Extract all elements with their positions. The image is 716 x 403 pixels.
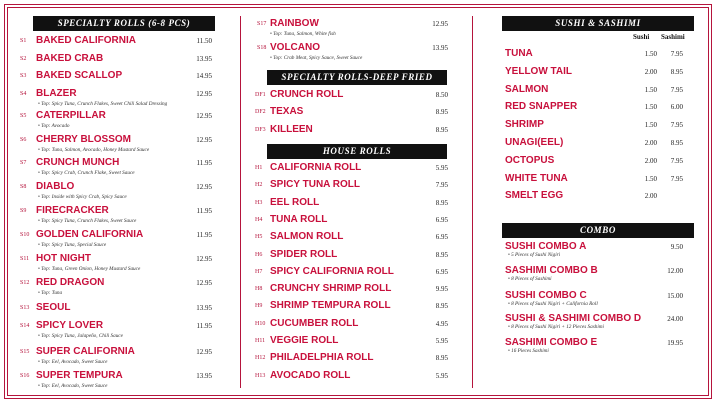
item-price: 19.95 [667, 339, 683, 347]
item-code: H12 [255, 355, 266, 362]
item-description: • Top: Eel, Avocado, Sweet Sauce [38, 359, 108, 365]
sashimi-price: 8.95 [670, 139, 683, 147]
item-price: 15.00 [667, 292, 683, 300]
sushi-price: 1.50 [644, 121, 657, 130]
item-code: H4 [255, 216, 263, 223]
item-price: 12.00 [667, 267, 683, 275]
item-name: CHERRY BLOSSOM [36, 134, 132, 145]
item-price: 8.95 [435, 354, 448, 363]
item-name: AVOCADO ROLL [270, 369, 351, 381]
item-price: 8.50 [435, 91, 448, 99]
item-name: PHILADELPHIA ROLL [270, 352, 374, 364]
item-code: H6 [255, 251, 263, 258]
item-code: S5 [20, 113, 27, 119]
item-price: 11.95 [196, 322, 212, 330]
item-price: 12.95 [196, 348, 212, 356]
item-name: WHITE TUNA [505, 172, 568, 184]
item-code: H10 [255, 320, 266, 327]
item-name: SUPER TEMPURA [36, 370, 123, 381]
item-code: S7 [20, 160, 27, 166]
sushi-price: 2.00 [644, 67, 657, 76]
item-price: 12.95 [196, 255, 212, 263]
sushi-price: 1.50 [644, 174, 657, 183]
item-name: CRUNCHY SHRIMP ROLL [270, 283, 392, 295]
item-description: • Top: Spicy Tuna, Jalapeño, Chili Sauce [38, 333, 123, 339]
item-name: SEOUL [36, 302, 71, 313]
house-rolls-header: HOUSE ROLLS [267, 144, 447, 159]
sushi-price: 2.00 [644, 156, 657, 165]
item-name: SUSHI COMBO A [505, 241, 587, 252]
item-name: UNAGI(EEL) [505, 137, 564, 148]
item-name: DIABLO [36, 181, 75, 192]
item-name: RED SNAPPER [505, 101, 578, 113]
item-price: 24.00 [667, 315, 683, 323]
item-name: VEGGIE ROLL [270, 335, 339, 346]
item-name: CRUNCH ROLL [270, 89, 344, 100]
item-price: 13.95 [196, 304, 212, 312]
item-description: • Top: Eel, Avocado, Sweet Sauce [38, 383, 108, 389]
item-description: • Top: Tuna, Green Onion, Honey Mustard Sauce [38, 266, 141, 272]
item-name: SPICY LOVER [36, 320, 104, 331]
sashimi-price: 7.95 [670, 156, 683, 165]
item-name: FIRECRACKER [36, 205, 109, 216]
deep-fried-header: SPECIALTY ROLLS-DEEP FRIED [267, 70, 447, 85]
sushi-sashimi-header: SUSHI & SASHIMI [502, 16, 694, 31]
item-name: EEL ROLL [270, 196, 320, 208]
item-code: S3 [20, 73, 27, 79]
item-description: • Top: Tuna, Salmon, White fish [270, 31, 336, 37]
item-price: 7.95 [435, 181, 448, 190]
item-price: 9.50 [670, 243, 683, 251]
item-name: BAKED SCALLOP [36, 70, 123, 81]
item-price: 5.95 [435, 371, 448, 380]
item-name: SPIDER ROLL [270, 248, 338, 260]
item-price: 11.95 [196, 207, 212, 215]
sashimi-price: 7.95 [670, 121, 683, 130]
item-price: 8.95 [435, 108, 448, 116]
item-price: 11.95 [196, 231, 212, 239]
item-price: 6.95 [435, 215, 448, 224]
item-code: DF3 [255, 127, 266, 133]
item-name: TEXAS [270, 106, 304, 117]
item-code: S8 [20, 184, 27, 190]
item-price: 12.95 [196, 183, 212, 191]
item-description: • 8 Pieces of Sashimi [508, 276, 552, 282]
sushi-column-header: Sushi [633, 33, 650, 41]
item-price: 11.50 [196, 37, 212, 45]
item-description: • Top: Avocado [38, 123, 70, 129]
item-name: TUNA ROLL [270, 213, 328, 225]
item-price: 5.95 [435, 337, 448, 345]
item-description: • 5 Pieces of Sushi Nigiri [508, 252, 561, 258]
column-divider-right [472, 16, 473, 388]
item-code: H3 [255, 199, 263, 206]
item-code: H1 [255, 165, 263, 171]
item-name: SPICY TUNA ROLL [270, 179, 361, 191]
item-description: • 8 Pieces of Sushi Nigiri + California Roll [508, 301, 598, 307]
item-description: • Top: Spicy Crab, Crunch Flake, Sweet Sauce [38, 170, 135, 176]
item-code: S1 [20, 38, 27, 44]
sushi-price: 1.50 [644, 103, 657, 112]
item-price: 4.95 [435, 319, 448, 328]
sushi-price: 2.00 [644, 192, 657, 201]
item-price: 9.95 [435, 285, 448, 294]
item-description: • 16 Pieces Sashimi [508, 348, 549, 354]
item-name: SHRIMP TEMPURA ROLL [270, 300, 391, 312]
item-description: • Top: Spicy Tuna, Crunch Flakes, Sweet Sauce [38, 218, 137, 224]
combo-header: COMBO [502, 223, 694, 238]
item-description: • 8 Pieces of Sushi Nigiri + 12 Pieces Sashimi [508, 324, 604, 330]
item-code: S18 [257, 45, 267, 51]
item-name: BLAZER [36, 88, 77, 99]
item-code: H7 [255, 268, 263, 275]
item-price: 11.95 [196, 159, 212, 167]
item-price: 8.95 [435, 302, 448, 311]
item-name: YELLOW TAIL [505, 65, 573, 77]
item-description: • Top: Crab Meat, Spicy Sauce, Sweet Sauce [270, 55, 363, 61]
item-name: CATERPILLAR [36, 110, 106, 121]
sushi-price: 1.50 [644, 50, 657, 58]
sashimi-price: 7.95 [670, 50, 683, 58]
item-name: SALMON ROLL [270, 231, 344, 243]
item-description: • Top: Tuna, Salmon, Avocado, Honey Mustard Sauce [38, 147, 150, 153]
item-code: S11 [20, 256, 30, 262]
item-price: 8.95 [435, 198, 448, 207]
item-code: S10 [20, 232, 30, 238]
item-name: SUPER CALIFORNIA [36, 346, 135, 357]
item-price: 12.95 [196, 112, 212, 120]
item-name: BAKED CRAB [36, 53, 104, 64]
sushi-price: 1.50 [644, 85, 657, 94]
item-code: S13 [20, 305, 30, 311]
item-price: 13.95 [432, 44, 448, 52]
item-code: S14 [20, 323, 30, 329]
item-name: RAINBOW [270, 18, 319, 29]
item-price: 14.95 [196, 72, 212, 80]
item-name: SUSHI COMBO C [505, 290, 587, 301]
item-code: S15 [20, 349, 30, 355]
item-name: CALIFORNIA ROLL [270, 162, 362, 173]
item-code: S4 [20, 91, 27, 97]
item-code: DF2 [255, 109, 266, 115]
item-price: 5.95 [435, 164, 448, 172]
item-price: 13.95 [196, 372, 212, 380]
item-name: HOT NIGHT [36, 253, 91, 264]
item-description: • Top: Spicy Tuna, Special Sauce [38, 242, 107, 248]
sashimi-price: 8.95 [670, 67, 683, 76]
item-name: OCTOPUS [505, 154, 555, 166]
item-name: SASHIMI COMBO B [505, 265, 598, 276]
item-price: 13.95 [196, 55, 212, 63]
item-code: S12 [20, 280, 30, 286]
item-code: S17 [257, 21, 267, 27]
item-code: S6 [20, 137, 27, 143]
item-code: S16 [20, 373, 30, 379]
item-name: SASHIMI COMBO E [505, 337, 598, 348]
item-name: TUNA [505, 48, 533, 59]
item-code: S9 [20, 208, 27, 214]
item-code: DF1 [255, 92, 266, 98]
item-description: • Top: Inside with Spicy Crab, Spicy Sauce [38, 194, 127, 200]
sashimi-price: 7.95 [670, 85, 683, 94]
item-price: 12.95 [196, 279, 212, 287]
item-price: 6.95 [435, 233, 448, 242]
item-price: 8.95 [435, 250, 448, 259]
item-name: KILLEEN [270, 124, 313, 135]
item-name: SMELT EGG [505, 190, 564, 202]
sashimi-price: 7.95 [670, 174, 683, 183]
column-divider-left [240, 16, 241, 388]
item-name: SPICY CALIFORNIA ROLL [270, 265, 394, 277]
item-code: H13 [255, 372, 266, 379]
item-description: • Top: Tuna [38, 290, 63, 296]
item-price: 12.95 [196, 136, 212, 144]
item-price: 12.95 [196, 90, 212, 98]
item-code: H11 [255, 338, 266, 344]
item-price: 12.95 [432, 20, 448, 28]
item-price: 8.95 [435, 126, 448, 134]
item-name: VOLCANO [270, 42, 320, 53]
item-name: RED DRAGON [36, 277, 105, 288]
item-description: • Top: Spicy Tuna, Crunch Flakes, Sweet Chili Salad Dressing [38, 101, 168, 107]
item-code: H5 [255, 234, 263, 241]
item-code: S2 [20, 56, 27, 62]
item-name: GOLDEN CALIFORNIA [36, 229, 144, 240]
item-code: H9 [255, 303, 263, 310]
item-code: H8 [255, 286, 263, 293]
sashimi-column-header: Sashimi [661, 33, 685, 41]
item-name: CRUNCH MUNCH [36, 157, 120, 168]
item-name: SHRIMP [505, 119, 544, 131]
item-price: 6.95 [435, 267, 448, 276]
item-name: BAKED CALIFORNIA [36, 35, 136, 46]
sashimi-price: 6.00 [670, 103, 683, 112]
specialty-rolls-header: SPECIALTY ROLLS (6-8 PCS) [33, 16, 215, 31]
item-name: SALMON [505, 83, 549, 95]
item-code: H2 [255, 182, 263, 189]
item-name: CUCUMBER ROLL [270, 317, 359, 329]
sushi-price: 2.00 [644, 139, 657, 147]
item-name: SUSHI & SASHIMI COMBO D [505, 313, 642, 324]
